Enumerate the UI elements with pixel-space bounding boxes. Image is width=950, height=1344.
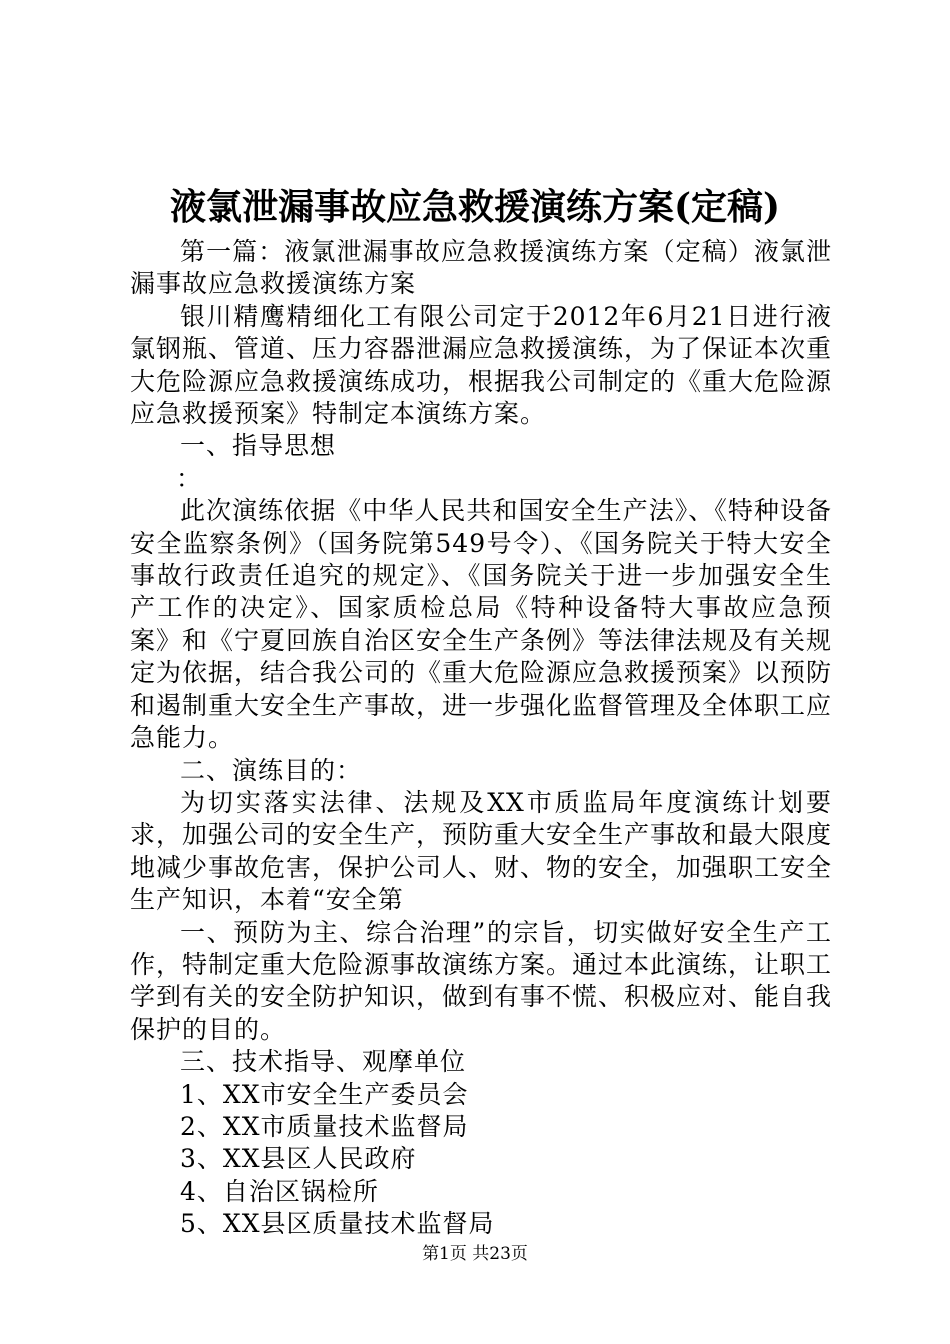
heading-guiding-ideology: 一、指导思想 (180, 431, 337, 461)
list-item-observer-4: 4、自治区锅检所 (180, 1176, 379, 1206)
heading-observers: 三、技术指导、观摩单位 (180, 1047, 467, 1077)
page-footer: 第1页 共23页 (422, 1244, 528, 1264)
list-item-observer-3: 3、XX县区人民政府 (180, 1144, 417, 1174)
paragraph-legal-basis: 此次演练依据《中华人民共和国安全生产法》、《特种设备安全监察条例》（国务院第549号令）、《国务院关于特大安全事故行政责任追究的规定》、《国务院关于进一步加强安全生产工作的决定》、国家质检总局《特种设备特大事故应急预案》和《宁夏回族自治区安全生产条例》等法律法规及有关规定为依据，结合我公司的《重大危险源应急救援预案》以预防和遏制重大安全生产事故，进一步强化监督管理及全体职工应急能力。 (130, 496, 833, 753)
document-body (130, 236, 832, 1241)
list-item-observer-5: 5、XX县区质量技术监督局 (180, 1209, 495, 1239)
colon-line: ： (176, 463, 203, 493)
paragraph-principle: 一、预防为主、综合治理”的宗旨，切实做好安全生产工作，特制定重大危险源事故演练方案。通过本此演练，让职工学到有关的安全防护知识，做到有事不慌、积极应对、能自我保护的目的。 (130, 917, 833, 1044)
paragraph-company-plan: 银川精鹰精细化工有限公司定于2012年6月21日进行液氯钢瓶、管道、压力容器泄漏应急救援演练，为了保证本次重大危险源应急救援演练成功，根据我公司制定的《重大危险源应急救援预案》特制定本演练方案。 (130, 301, 833, 429)
heading-drill-purpose: 二、演练目的： (180, 755, 363, 785)
paragraph-purpose: 为切实落实法律、法规及XX市质监局年度演练计划要求，加强公司的安全生产，预防重大安全生产事故和最大限度地减少事故危害，保护公司人、财、物的安全，加强职工安全生产知识，本着“安全第 (130, 787, 833, 915)
paragraph-intro: 第一篇：液氯泄漏事故应急救援演练方案（定稿）液氯泄漏事故应急救援演练方案 (130, 237, 832, 299)
list-item-observer-2: 2、XX市质量技术监督局 (180, 1111, 469, 1141)
list-item-observer-1: 1、XX市安全生产委员会 (180, 1079, 469, 1109)
document-title: 液氯泄漏事故应急救援演练方案(定稿) (169, 186, 781, 228)
